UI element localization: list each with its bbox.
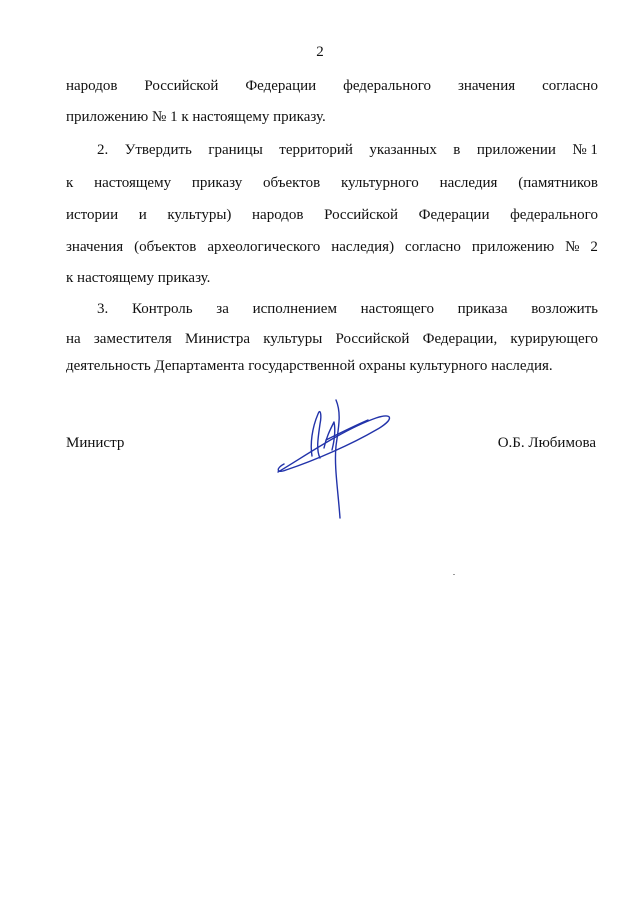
signatory-name: О.Б. Любимова <box>497 435 596 451</box>
word: 2 <box>590 239 598 255</box>
paragraph-3-line-2 <box>66 330 598 348</box>
word: Федерации <box>245 78 317 94</box>
word: приложении <box>476 142 556 158</box>
word: (объектов <box>134 239 197 255</box>
word: 2. <box>97 142 109 158</box>
word: значения <box>66 239 124 255</box>
signature-stroke-cross <box>326 420 368 440</box>
word: к <box>66 175 74 191</box>
word: Министра <box>185 331 250 347</box>
word: Российской <box>324 207 399 223</box>
word: культурного <box>340 175 419 191</box>
word: территорий <box>279 142 353 158</box>
word: объектов <box>263 175 321 191</box>
paragraph-1-line-1 <box>66 77 598 95</box>
word: настоящему <box>94 175 172 191</box>
word: в <box>453 142 461 158</box>
paragraph-2-line-4 <box>66 238 598 256</box>
word: Федерации <box>418 207 490 223</box>
word: согласно <box>405 239 461 255</box>
signature-stroke-main <box>335 400 340 518</box>
word: и <box>138 207 147 223</box>
word: федерального <box>343 78 431 94</box>
word: культуры) <box>167 207 232 223</box>
word: указанных <box>369 142 437 158</box>
word: (памятников <box>518 175 598 191</box>
word: приказа <box>457 301 508 317</box>
paragraph-2-line-3 <box>66 206 598 224</box>
word: курирующего <box>510 331 598 347</box>
word: согласно <box>542 78 598 94</box>
word: Российской <box>335 331 410 347</box>
word: наследия) <box>331 239 395 255</box>
word: наследия <box>439 175 498 191</box>
word: истории <box>66 207 119 223</box>
word: № 1 <box>572 142 598 158</box>
word: федерального <box>510 207 598 223</box>
page-number: 2 <box>316 44 324 60</box>
word: за <box>216 301 229 317</box>
word: № <box>565 239 580 255</box>
word: возложить <box>531 301 598 317</box>
word: народов <box>252 207 304 223</box>
paragraph-2-line-1 <box>97 141 598 159</box>
word: Контроль <box>131 301 193 317</box>
word: приложению <box>471 239 555 255</box>
word: Федерации, <box>422 331 498 347</box>
word: границы <box>208 142 263 158</box>
paragraph-2-line-2 <box>66 174 598 192</box>
word: заместителя <box>93 331 172 347</box>
word: исполнением <box>252 301 337 317</box>
word: приказу <box>191 175 243 191</box>
word: народов <box>66 78 118 94</box>
word: Российской <box>144 78 219 94</box>
paragraph-3-line-1 <box>97 300 598 318</box>
word: настоящего <box>360 301 434 317</box>
word: культуры <box>263 331 323 347</box>
paragraph-2-line-5: к настоящему приказу. <box>66 270 211 286</box>
handwritten-signature <box>272 394 396 522</box>
word: на <box>66 331 81 347</box>
word: 3. <box>97 301 109 317</box>
paragraph-1-line-2: приложению № 1 к настоящему приказу. <box>66 109 326 125</box>
paragraph-3-line-3: деятельность Департамента государственной охраны культурного наследия. <box>66 358 553 374</box>
word: Утвердить <box>124 142 192 158</box>
scan-speck <box>453 574 455 575</box>
word: значения <box>457 78 516 94</box>
signatory-title: Министр <box>66 435 125 451</box>
word: археологического <box>207 239 321 255</box>
